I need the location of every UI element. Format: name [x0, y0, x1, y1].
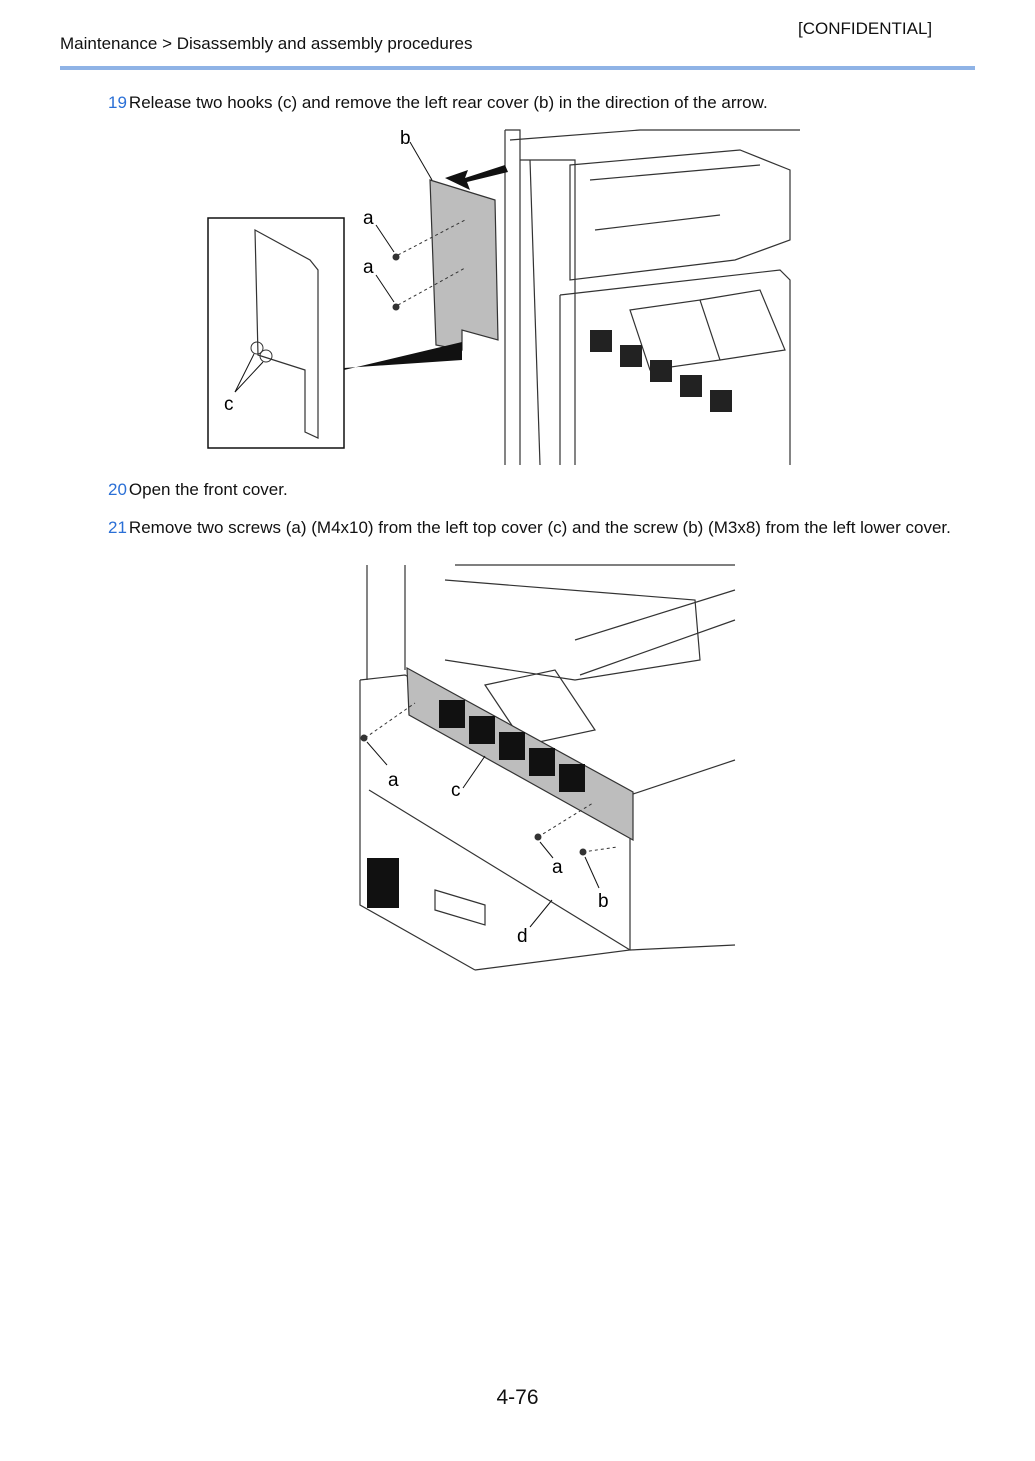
figure-left-rear-cover [200, 120, 800, 470]
vent-grilles [590, 330, 732, 412]
left-rear-cover [430, 180, 498, 350]
machine-drawing [505, 130, 800, 465]
step-19 [108, 93, 768, 113]
step-number: 20 [108, 480, 127, 499]
inset-pointer [344, 342, 462, 370]
header-divider [60, 66, 975, 70]
label-a-right: a [552, 857, 563, 878]
label-c: c [451, 780, 461, 801]
step-text: Release two hooks (c) and remove the left rear cover (b) in the direction of the arrow. [128, 93, 768, 112]
step-20 [108, 480, 288, 500]
vent-grilles [439, 700, 585, 792]
label-a-lower: a [363, 257, 374, 278]
label-a-upper: a [363, 208, 374, 229]
step-text: Remove two screws (a) (M4x10) from the left top cover (c) and the screw (b) (M3x8) from the left lower cover. [128, 518, 951, 537]
step-text: Open the front cover. [128, 480, 288, 499]
breadcrumb: Maintenance > Disassembly and assembly procedures [60, 34, 473, 53]
label-c: c [224, 394, 234, 415]
step-number: 19 [108, 93, 127, 112]
confidential-label: [CONFIDENTIAL] [798, 19, 933, 38]
step-21 [108, 518, 951, 538]
label-a-left: a [388, 770, 399, 791]
figure-left-top-cover [355, 560, 740, 980]
step-number: 21 [108, 518, 127, 537]
side-vent [367, 858, 399, 908]
label-b: b [400, 128, 411, 149]
label-b: b [598, 891, 609, 912]
removal-arrow [445, 165, 508, 190]
page-number: 4-76 [496, 1386, 539, 1409]
label-d: d [517, 926, 528, 947]
